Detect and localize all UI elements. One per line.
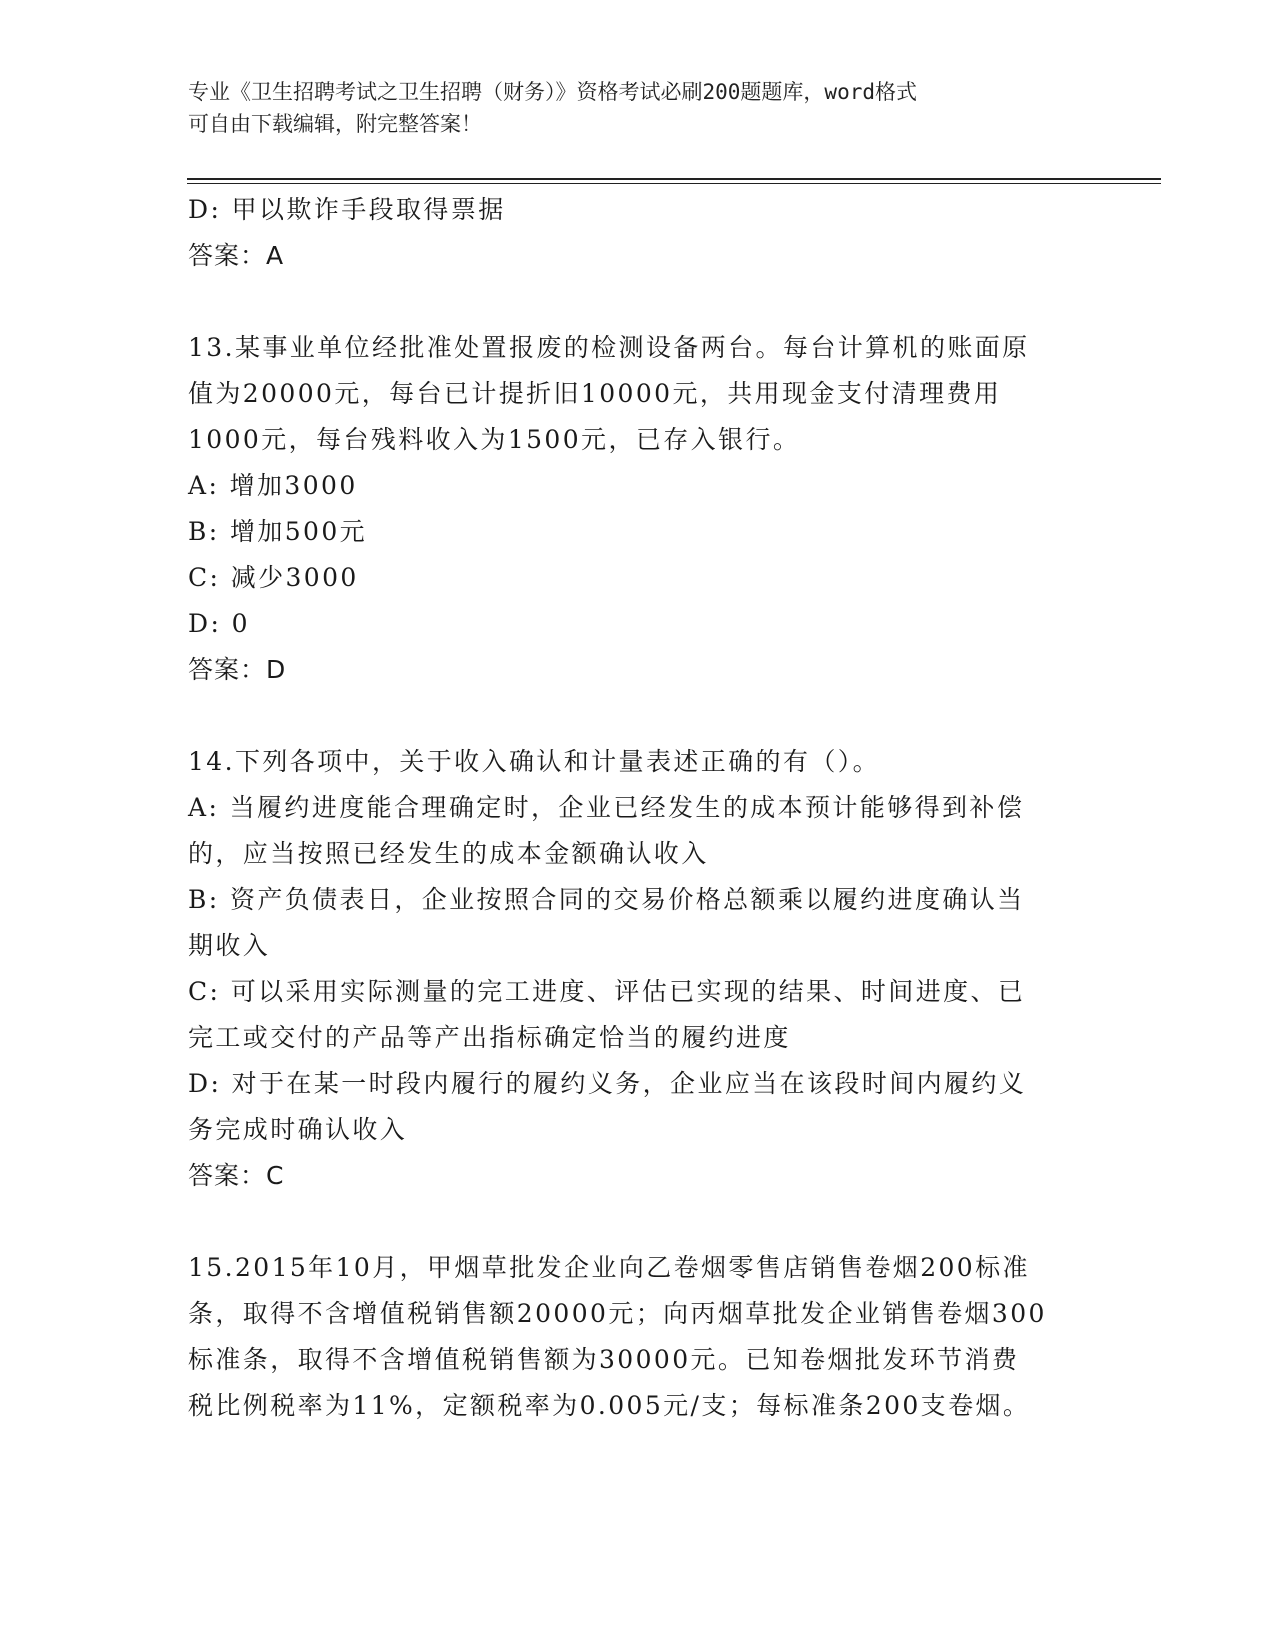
option-d-continued: 务完成时确认收入 xyxy=(188,1115,408,1144)
question-stem-line: 14.下列各项中，关于收入确认和计量表述正确的有（）。 xyxy=(188,747,881,776)
question-13 xyxy=(188,325,1088,693)
option-c: C: 可以采用实际测量的完工进度、评估已实现的结果、时间进度、已 xyxy=(188,977,1026,1006)
question-stem-line: 值为20000元，每台已计提折旧10000元，共用现金支付清理费用 xyxy=(188,379,1002,408)
option-c: C: 减少3000 xyxy=(188,563,359,592)
spacer xyxy=(188,1199,1088,1245)
question-stem-line: 1000元，每台残料收入为1500元，已存入银行。 xyxy=(188,425,801,454)
answer-label: 答案：D xyxy=(188,655,287,684)
question-stem-line: 条，取得不含增值税销售额20000元；向丙烟草批发企业销售卷烟300 xyxy=(188,1299,1047,1328)
spacer xyxy=(188,693,1088,739)
question-14 xyxy=(188,739,1088,1199)
option-c-continued: 完工或交付的产品等产出指标确定恰当的履约进度 xyxy=(188,1023,791,1052)
question-15 xyxy=(188,1245,1088,1429)
header-divider-thick xyxy=(187,178,1161,180)
option-a: A: 当履约进度能合理确定时，企业已经发生的成本预计能够得到补偿 xyxy=(188,793,1025,822)
document-header xyxy=(188,76,1088,140)
question-stem-line: 标准条，取得不含增值税销售额为30000元。已知卷烟批发环节消费 xyxy=(188,1345,1020,1374)
option-b: B: 增加500元 xyxy=(188,517,368,546)
option-a: A: 增加3000 xyxy=(188,471,358,500)
header-divider-thin xyxy=(187,183,1161,184)
option-d: D: 对于在某一时段内履行的履约义务，企业应当在该段时间内履约义 xyxy=(188,1069,1027,1098)
answer-label: 答案：C xyxy=(188,1161,285,1190)
header-line-2: 可自由下载编辑，附完整答案！ xyxy=(188,112,482,136)
option-a-continued: 的，应当按照已经发生的成本金额确认收入 xyxy=(188,839,709,868)
question-stem-line: 15.2015年10月，甲烟草批发企业向乙卷烟零售店销售卷烟200标准 xyxy=(188,1253,1030,1282)
option-b: B: 资产负债表日，企业按照合同的交易价格总额乘以履约进度确认当 xyxy=(188,885,1025,914)
document-body xyxy=(188,187,1088,1429)
option-d: D: 甲以欺诈手段取得票据 xyxy=(188,195,506,224)
option-d: D: 0 xyxy=(188,609,250,638)
option-b-continued: 期收入 xyxy=(188,931,271,960)
previous-question-tail xyxy=(188,187,1088,279)
question-stem-line: 13.某事业单位经批准处置报废的检测设备两台。每台计算机的账面原 xyxy=(188,333,1030,362)
header-line-1: 专业《卫生招聘考试之卫生招聘（财务）》资格考试必刷200题题库，word格式 xyxy=(188,80,917,104)
answer-label: 答案：A xyxy=(188,241,285,270)
spacer xyxy=(188,279,1088,325)
question-stem-line: 税比例税率为11%，定额税率为0.005元/支；每标准条200支卷烟。 xyxy=(188,1391,1031,1420)
